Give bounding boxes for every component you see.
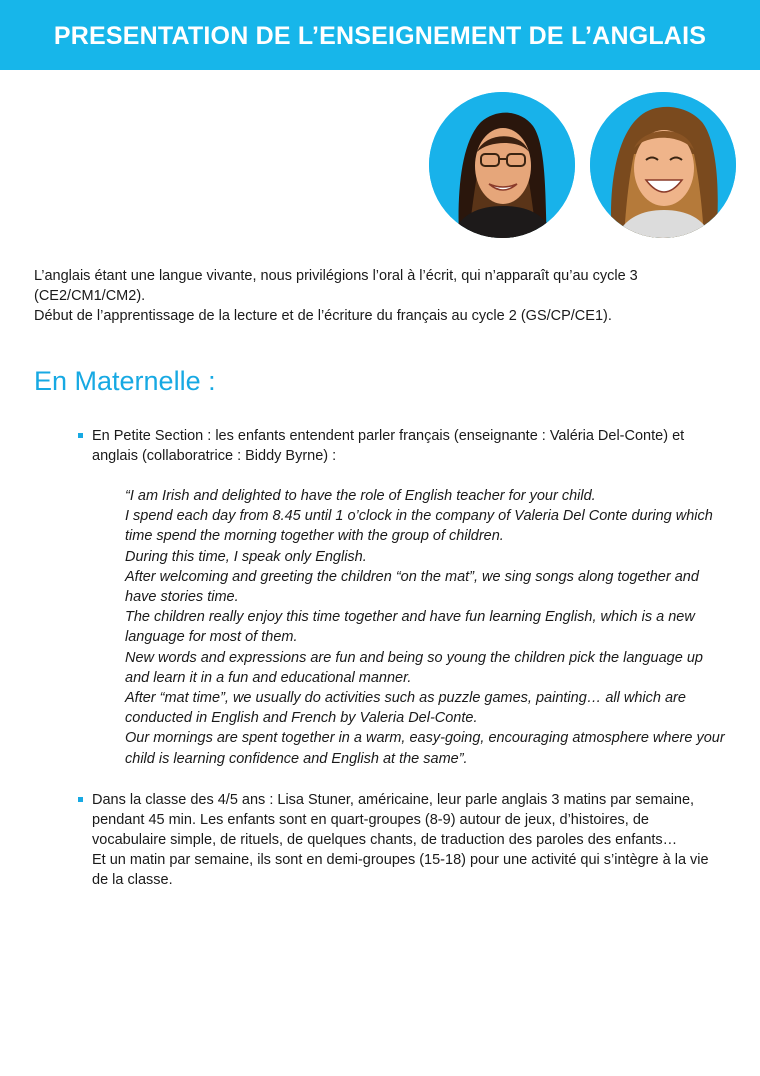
intro-paragraph-reading: Début de l’apprentissage de la lecture et de l’écriture du français au cycle 2 (GS/CP/CE1).: [34, 308, 612, 324]
teacher-quote: [125, 486, 725, 769]
portrait-2-illustration: [590, 92, 736, 238]
list-item-petite-section: [78, 426, 726, 466]
quote-line: After welcoming and greeting the children “on the mat”, we sing songs along together and have stories time.: [125, 568, 699, 606]
section-title-maternelle: En Maternelle :: [34, 366, 216, 396]
quote-line: “I am Irish and delighted to have the role of English teacher for your child.: [125, 488, 596, 504]
intro-paragraph-oral: L’anglais étant une langue vivante, nous privilégions l’oral à l’écrit, qui n’apparaît qu’au cycle 3 (CE2/CM1/CM2).: [34, 268, 638, 304]
quote-line: After “mat time”, we usually do activities such as puzzle games, painting… all which are conducted in English and French by Valeria Del-Conte.: [125, 690, 686, 727]
bullet-square-icon: [78, 433, 83, 438]
list-item-text: En Petite Section : les enfants entendent parler français (enseignante : Valéria Del-Conte) et anglais (collaboratrice : Biddy Byrne) :: [92, 428, 685, 464]
quote-line: During this time, I speak only English.: [125, 548, 367, 565]
portrait-1-illustration: [429, 92, 575, 238]
teacher-portrait-woman-smiling-icon: [590, 92, 736, 238]
quote-line: New words and expressions are fun and being so young the children pick the language up and learn it in a fun and educational manner.: [125, 649, 703, 686]
quote-line: The children really enjoy this time together and have fun learning English, which is a new language for most of them.: [125, 609, 695, 646]
bullet-square-icon: [78, 797, 83, 802]
intro-text: [34, 266, 724, 326]
quote-line: I spend each day from 8.45 until 1 o’clock in the company of Valeria Del Conte during which time spend the morning together with the group of children.: [125, 508, 713, 545]
list-item-classe-4-5-ans: [78, 790, 726, 890]
list-item-text: Dans la classe des 4/5 ans : Lisa Stuner, américaine, leur parle anglais 3 matins par semaine, pendant 45 min. Les enfants sont en quart-groupes (8-9) autour de jeux, d’histoires, de vocabulaire simple, de rituels, de quelques chants, de traduction des paroles des enfants…: [92, 792, 695, 848]
teacher-portrait-woman-glasses-icon: [429, 92, 575, 238]
quote-line: Our mornings are spent together in a warm, easy-going, encouraging atmosphere where your child is learning confidence and English at the same”.: [125, 730, 725, 767]
page-title: PRESENTATION DE L’ENSEIGNEMENT DE L’ANGLAIS: [53, 21, 707, 50]
list-item-text: Et un matin par semaine, ils sont en demi-groupes (15-18) pour une activité qui s’intègre à la vie de la classe.: [92, 852, 709, 888]
header-banner: [0, 0, 760, 70]
